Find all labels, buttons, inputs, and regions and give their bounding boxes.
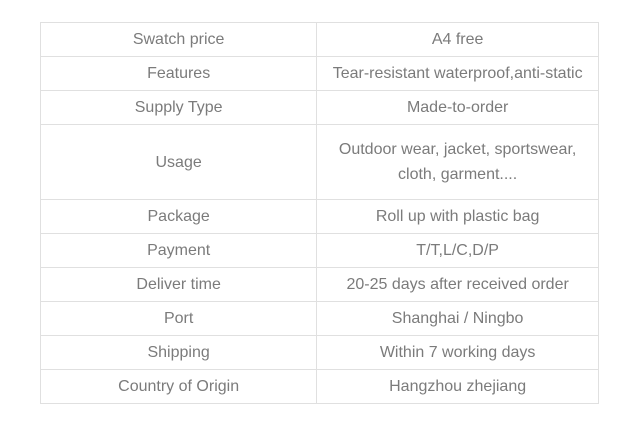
- row-value: [317, 200, 598, 233]
- value-text: Shanghai / Ningbo: [391, 310, 524, 327]
- row-label: [41, 23, 317, 56]
- table-row-supply-type: [41, 91, 598, 125]
- value-text: Roll up with plastic bag: [375, 208, 540, 225]
- label-text: Swatch price: [132, 31, 225, 48]
- table-row-usage: [41, 125, 598, 200]
- row-value: [317, 91, 598, 124]
- row-label: [41, 268, 317, 301]
- label-text: Shipping: [147, 344, 210, 361]
- row-label: [41, 370, 317, 403]
- row-value: [317, 302, 598, 335]
- value-text: Outdoor wear, jacket, sportswear, cloth, garment....: [338, 141, 577, 183]
- table-row-country-of-origin: [41, 370, 598, 403]
- table-row-package: [41, 200, 598, 234]
- table-row-shipping: [41, 336, 598, 370]
- row-label: [41, 336, 317, 369]
- row-value: [317, 268, 598, 301]
- row-value: [317, 57, 598, 90]
- label-text: Deliver time: [136, 276, 221, 293]
- label-text: Usage: [155, 153, 202, 171]
- value-text: T/T,L/C,D/P: [416, 242, 499, 259]
- row-value: [317, 125, 598, 199]
- value-text: Tear-resistant waterproof,anti-static: [332, 65, 583, 82]
- row-label: [41, 234, 317, 267]
- row-label: [41, 125, 317, 199]
- table-row-swatch-price: [41, 23, 598, 57]
- row-value: [317, 370, 598, 403]
- row-value: [317, 336, 598, 369]
- row-label: [41, 302, 317, 335]
- label-text: Country of Origin: [118, 378, 240, 395]
- row-value: [317, 234, 598, 267]
- row-value: [317, 23, 598, 56]
- row-label: [41, 91, 317, 124]
- value-text: Made-to-order: [406, 99, 509, 116]
- row-label: [41, 57, 317, 90]
- label-text: Payment: [147, 242, 211, 259]
- label-text: Supply Type: [134, 99, 223, 116]
- label-text: Package: [147, 208, 210, 225]
- table-row-features: [41, 57, 598, 91]
- row-label: [41, 200, 317, 233]
- value-text: Within 7 working days: [379, 344, 536, 361]
- label-text: Features: [147, 65, 211, 82]
- table-row-deliver-time: [41, 268, 598, 302]
- value-text: 20-25 days after received order: [346, 276, 569, 293]
- product-spec-table: [40, 22, 599, 404]
- value-text: Hangzhou zhejiang: [389, 378, 527, 395]
- label-text: Port: [163, 310, 194, 327]
- value-text: A4 free: [431, 31, 484, 48]
- table-row-port: [41, 302, 598, 336]
- table-row-payment: [41, 234, 598, 268]
